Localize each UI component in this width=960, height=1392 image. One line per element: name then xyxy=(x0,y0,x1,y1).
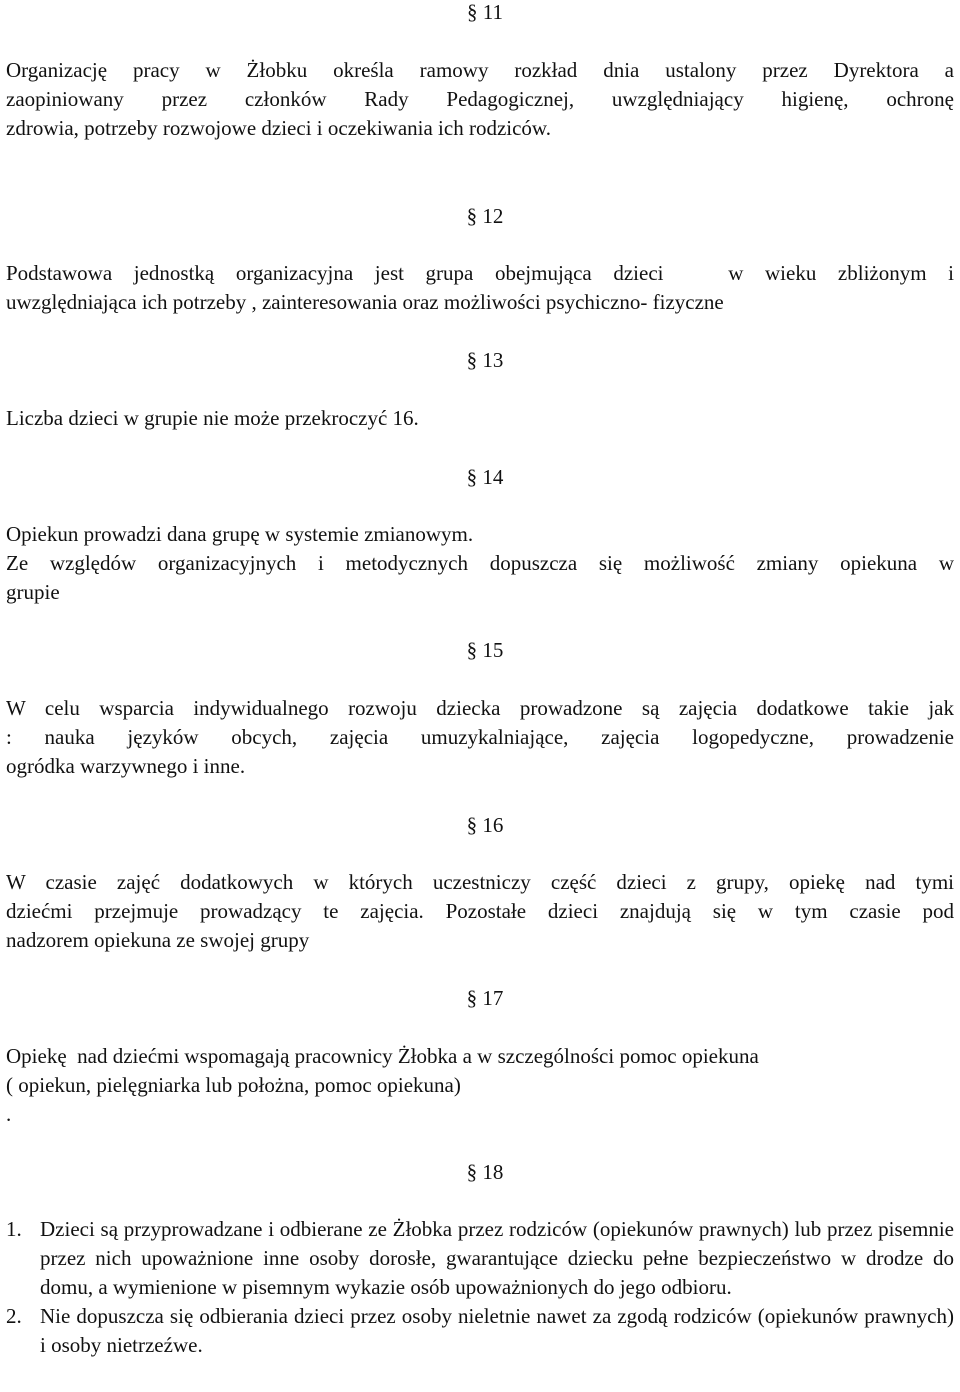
paragraph-13 xyxy=(6,404,954,433)
section-heading-11: § 11 xyxy=(467,0,503,24)
paragraph-line: Organizację pracy w Żłobku określa ramowy rozkład dnia ustalony przez Dyrektora a xyxy=(6,58,954,82)
paragraph-16 xyxy=(6,868,954,955)
paragraph-line: nadzorem opiekuna ze swojej grupy xyxy=(6,928,310,952)
numbered-list xyxy=(6,1215,954,1360)
paragraph-line: . xyxy=(6,1102,12,1126)
section-heading-14: § 14 xyxy=(466,465,504,489)
paragraph-12 xyxy=(6,259,954,317)
list-item-number: 1. xyxy=(6,1217,22,1241)
paragraph-line: zdrowia, potrzeby rozwojowe dzieci i oczekiwania ich rodziców. xyxy=(6,116,551,140)
list-item-text: Nie dopuszcza się odbierania dzieci przez osoby nieletnie nawet za zgodą rodziców (opiekunów prawnych) i osoby nietrzeźwe. xyxy=(40,1304,954,1357)
paragraph-line: Liczba dzieci w grupie nie może przekroczyć 16. xyxy=(6,406,419,430)
section-heading-18: § 18 xyxy=(466,1160,504,1184)
section-heading-12: § 12 xyxy=(466,204,504,228)
section-heading-15: § 15 xyxy=(466,638,504,662)
paragraph-line: zaopiniowany przez członków Rady Pedagogicznej, uwzględniający higienę, ochronę xyxy=(6,87,954,111)
paragraph-11 xyxy=(6,56,954,143)
paragraph-line: grupie xyxy=(6,580,60,604)
paragraph-line: Opiekę nad dziećmi wspomagają pracownicy Żłobka a w szczególności pomoc opiekuna xyxy=(6,1044,759,1068)
list-item xyxy=(6,1215,954,1302)
list-item-number: 2. xyxy=(6,1304,22,1328)
paragraph-15 xyxy=(6,694,954,781)
paragraph-line: ogródka warzywnego i inne. xyxy=(6,754,246,778)
paragraph-line: : nauka języków obcych, zajęcia umuzykalniające, zajęcia logopedyczne, prowadzenie xyxy=(6,725,954,749)
paragraph-line: W czasie zajęć dodatkowych w których uczestniczy część dzieci z grupy, opiekę nad tymi xyxy=(6,870,954,894)
paragraph-line: Opiekun prowadzi dana grupę w systemie zmianowym. xyxy=(6,522,474,546)
paragraph-14 xyxy=(6,520,954,607)
paragraph-line: dziećmi przejmuje prowadzący te zajęcia. Pozostałe dzieci znajdują się w tym czasie pod xyxy=(6,899,954,923)
paragraph-17 xyxy=(6,1042,954,1129)
paragraph-line: Ze względów organizacyjnych i metodycznych dopuszcza się możliwość zmiany opiekuna w xyxy=(6,551,954,575)
paragraph-line: uwzględniająca ich potrzeby , zainteresowania oraz możliwości psychiczno- fizyczne xyxy=(6,290,724,314)
paragraph-line: Podstawowa jednostką organizacyjna jest grupa obejmująca dzieci w wieku zbliżonym i xyxy=(6,261,954,285)
section-heading-13: § 13 xyxy=(466,348,504,372)
section-heading-17: § 17 xyxy=(466,986,504,1010)
paragraph-line: ( opiekun, pielęgniarka lub położna, pomoc opiekuna) xyxy=(6,1073,461,1097)
paragraph-line: W celu wsparcia indywidualnego rozwoju dziecka prowadzone są zajęcia dodatkowe takie jak xyxy=(6,696,954,720)
list-item-text: Dzieci są przyprowadzane i odbierane ze Żłobka przez rodziców (opiekunów prawnych) lub przez pisemnie przez nich upoważnione inne osoby dorosłe, gwarantujące dziecku pełne bezpieczeństwo w drodze do domu, a wymienione w pisemnym wykazie osób upoważnionych do jego odbioru. xyxy=(40,1217,954,1299)
list-item xyxy=(6,1302,954,1360)
section-heading-16: § 16 xyxy=(466,813,504,837)
